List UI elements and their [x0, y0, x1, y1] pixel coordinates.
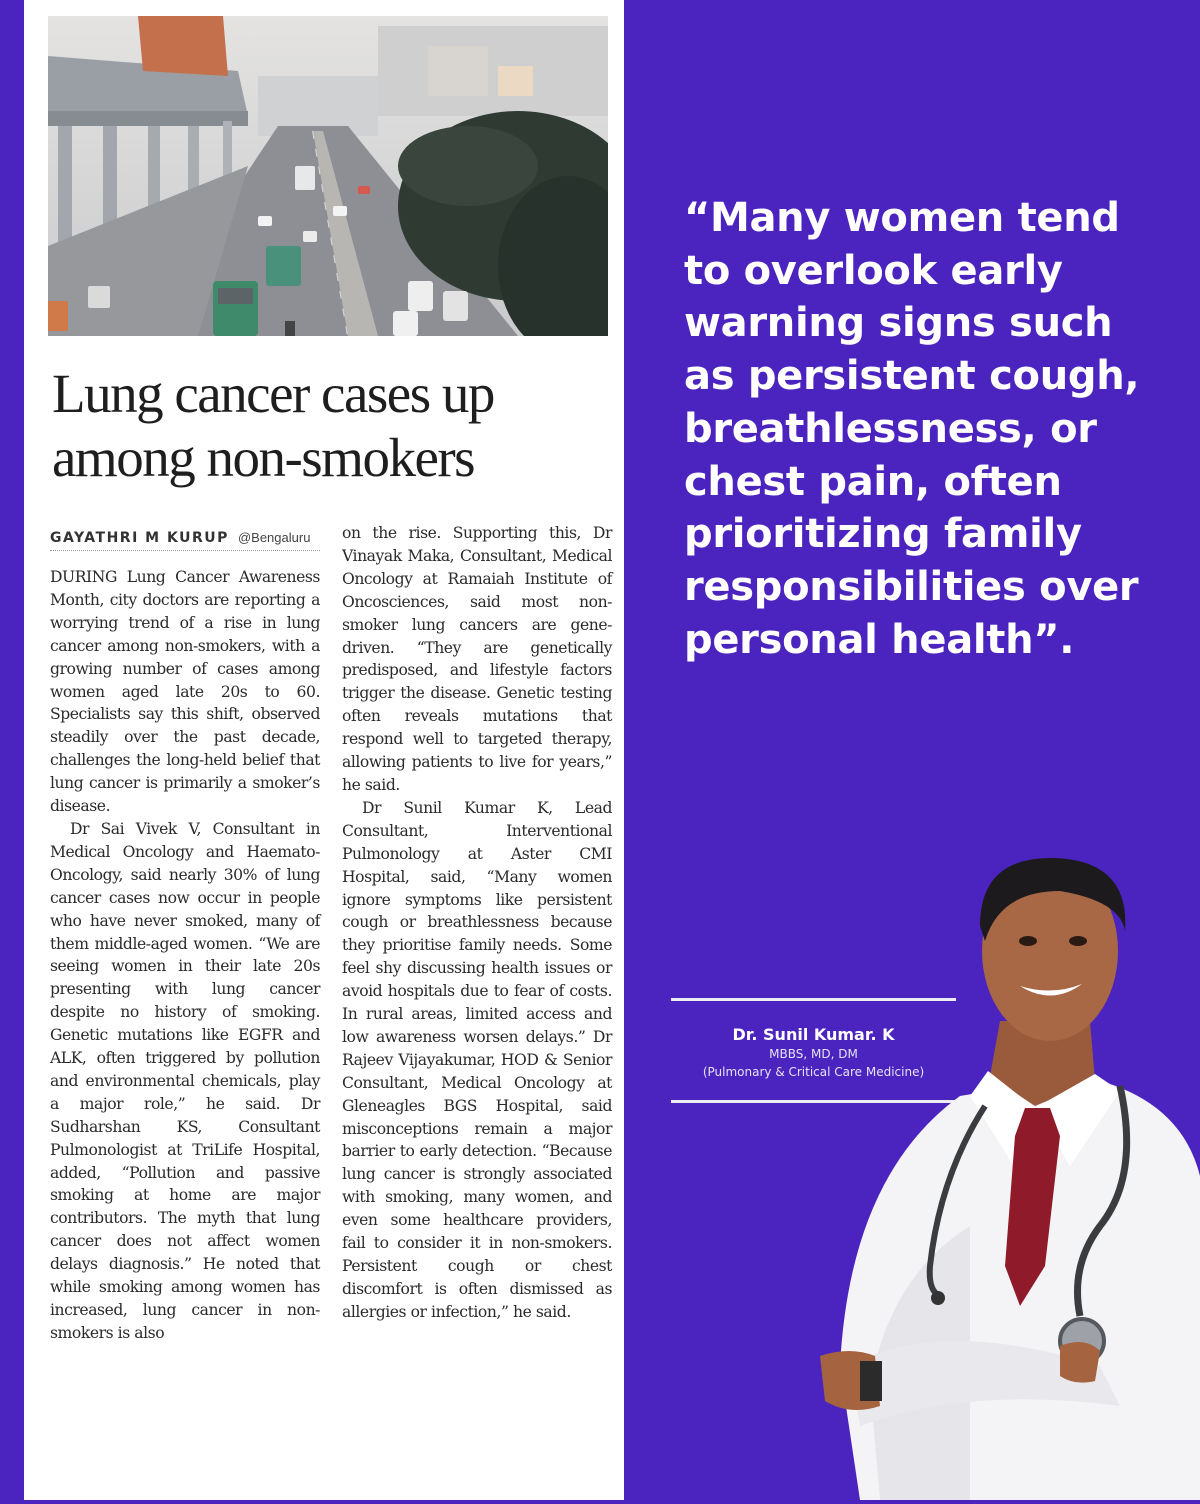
doctor-degrees: MBBS, MD, DM	[769, 1047, 858, 1061]
doctor-name: Dr. Sunil Kumar. K	[732, 1025, 895, 1044]
column-2-paragraph: Dr Sunil Kumar K, Lead Consultant, Interventional Pulmonology at Aster CMI Hospital, said, “Many women ignore symptoms like persistent cough or breathlessness because they prioritise family needs. Some feel shy discussing health issues or avoid hospitals due to fear of costs. In rural areas, limited access and low awareness worsen delays.” Dr Rajeev Vijayakumar, HOD & Senior Consultant, Medical Oncology at Gleneagles BGS Hospital, said misconceptions remain a major barrier to early detection. “Because lung cancer is strongly associated with smoking, many women, and even some healthcare providers, fail to consider it in non-smokers. Persistent cough or chest discomfort is often dismissed as allergies or infection,” he said.	[342, 798, 612, 1321]
column-1-paragraph: Dr Sai Vivek V, Consultant in Medical Oncology and Haemato-Oncology, said nearly 30% of lung cancer cases now occur in people who have never smoked, many of them middle-aged women. “We are seeing women in their late 20s presenting with lung cancer despite no history of smoking. Genetic mutations like EGFR and ALK, often triggered by pollution and environmental chemicals, play a major role,” he said. Dr Sudharshan KS, Consultant Pulmonologist at TriLife Hospital, added, “Pollution and passive smoking at home are major contributors. The myth that lung cancer does not affect women delays diagnosis.” He noted that while smoking among women has increased, lung cancer in non-smokers is also	[50, 819, 320, 1342]
byline-location: @Bengaluru	[237, 530, 311, 545]
column-1-paragraph: DURING Lung Cancer Awareness Month, city doctors are reporting a worrying trend of a rise in lung cancer among non-smokers, with a growing number of cases among women aged late 20s to 60. Specialists say this shift, observed steadily over the past decade, challenges the long-held belief that lung cancer is primarily a smoker’s disease.	[50, 568, 320, 816]
article-column-2	[342, 522, 612, 1324]
pull-quote: “Many women tend to overlook early warning signs such as persistent cough, breathlessness, or chest pain, often prioritizing family responsibilities over personal health”.	[684, 195, 1140, 663]
byline-author: GAYATHRI M KURUP	[50, 530, 229, 546]
traffic-scene-image	[48, 16, 608, 336]
doctor-portrait-image	[820, 846, 1200, 1500]
article-column-1	[50, 566, 320, 1345]
byline	[50, 527, 320, 551]
column-2-paragraph: on the rise. Supporting this, Dr Vinayak Maka, Consultant, Medical Oncology at Ramaiah Institute of Oncosciences, said most non-smoker lung cancers are gene-driven. “They are genetically predisposed, and lifestyle factors trigger the disease. Genetic testing often reveals mutations that respond well to targeted therapy, allowing patients to live for years,” he said.	[342, 524, 612, 794]
doctor-portrait	[820, 846, 1200, 1500]
article-headline: Lung cancer cases up among non-smokers	[52, 363, 494, 488]
news-photo-traffic	[48, 16, 608, 336]
doctor-specialty: (Pulmonary & Critical Care Medicine)	[702, 1065, 925, 1079]
